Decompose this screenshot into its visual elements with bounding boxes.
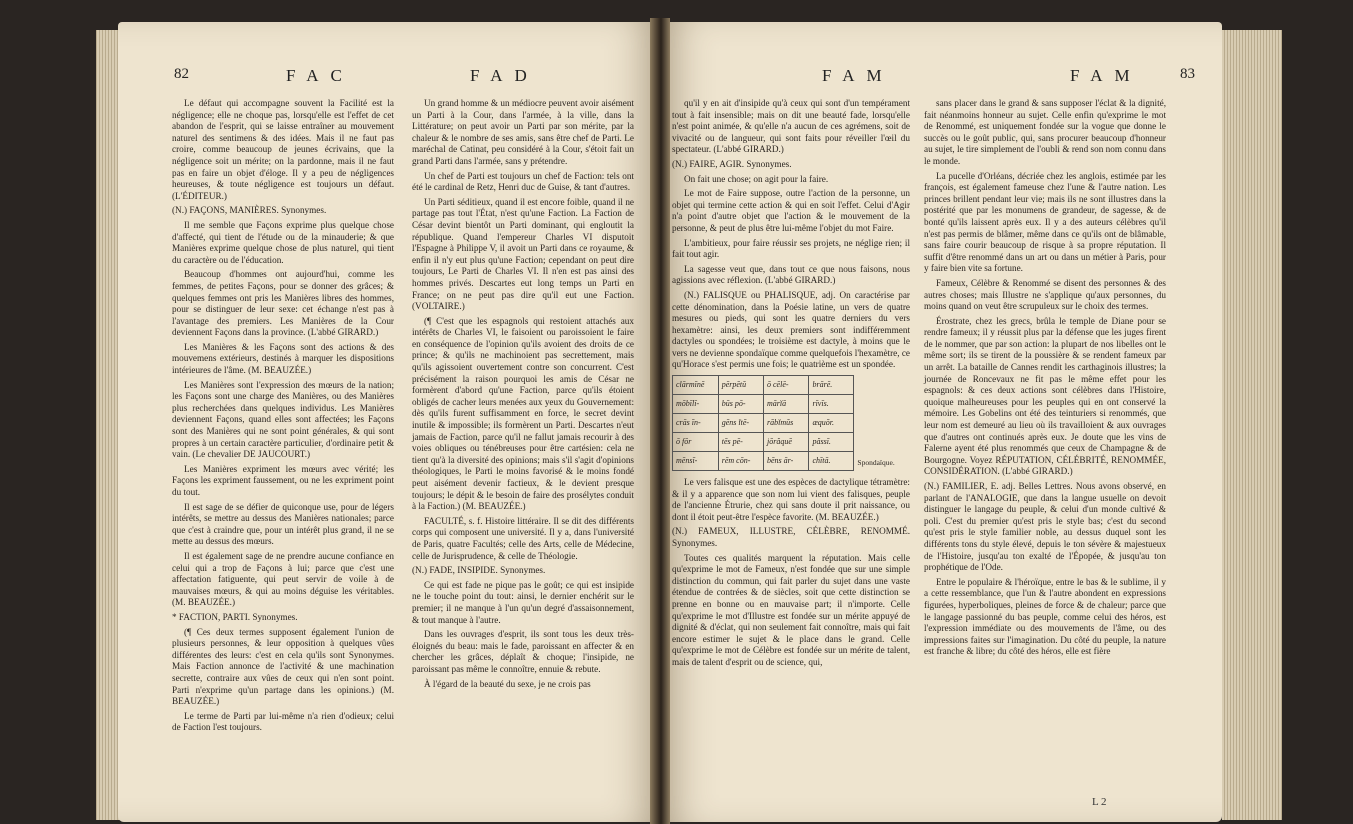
left-column-1 — [172, 98, 394, 737]
meter-row — [673, 433, 910, 452]
meter-cell: chītā. — [809, 452, 854, 471]
meter-cell: rēm cōn- — [718, 452, 763, 471]
paragraph: Toutes ces qualités marquent la réputation. Mais celle qu'exprime le mot de Fameux, n'est fondée que sur une simple distinction du commun, qui fait parler du sujet dans une vaste étendue de contrées & de siècles, soit que cette distinction se prenne en bonne ou en mauvaise part; il n'importe. Celle qu'exprime le mot d'Illustre est fondée sur un mérite appuyé de dignité & d'éclat, qui non seulement fait connoître, mais qui fait encore estimer le sujet & le place dans le grand. Celle qu'exprime le mot de Célèbre est fondée sur un mérite de talent, mais de talent d'esprit ou de science, qui, — [672, 552, 910, 667]
meter-label-spacer — [854, 395, 910, 414]
right-page — [662, 22, 1222, 822]
paragraph: Il est également sage de ne prendre aucune confiance en celui qui a trop de Façons à lui; parce que c'est une affectation fatiguente, qui peut servir de voile à de mauvaises mœurs, & qui au moins déguise les véritables. (M. BEAUZÉE.) — [172, 550, 394, 608]
paragraph: Le défaut qui accompagne souvent la Facilité est la négligence; elle ne choque pas, lorsqu'elle est l'effet de cet abandon de l'esprit, qui se laisse entraîner au mouvement naturel des sentimens & des idées. Mais il ne faut pas croire, comme beaucoup de jeunes écrivains, que la négligence soit un mérite; on la pardonne, mais il ne faut pas en faire un objet d'éloge. Il y a peu de négligences heureuses, & toute négligence est toujours un défaut. (L'ÉDITEUR.) — [172, 98, 394, 201]
paragraph: Un chef de Parti est toujours un chef de Faction: tels ont été le cardinal de Retz, Henri duc de Guise, & tant d'autres. — [412, 170, 634, 193]
right-column-1 — [672, 98, 910, 672]
paragraph: On fait une chose; on agit pour la faire. — [684, 173, 829, 184]
meter-cell: jōrăquē — [764, 433, 809, 452]
meter-cell: ō cēlē- — [764, 376, 809, 395]
right-column-2 — [924, 98, 1166, 661]
meter-cell: mōbīlī- — [673, 395, 719, 414]
paragraph: (N.) FAMILIER, E. adj. Belles Lettres. Nous avons observé, en parlant de l'ANALOGIE, que dans la langue usuelle on devoit distinguer le langage du peuple, & celui d'un monde cultivé & poli. C'est du premier qu'est pris le style bas; c'est du second qu'est pris le style familier noble, au dessus duquel sont les différents tons du style élevé, depuis le ton sévère & majestueux de l'Histoire, jusqu'au ton exalté de l'Épopée, & jusqu'au ton prophétique de l'Ode. — [924, 481, 1166, 573]
meter-table — [672, 375, 910, 471]
paragraph: Les Manières & les Façons sont des actions & des mouvemens extérieurs, destinés à marquer les dispositions intérieures de l'âme. (M. BEAUZÉE.) — [172, 341, 394, 376]
meter-row — [673, 395, 910, 414]
meter-cell: păssī. — [809, 433, 854, 452]
paragraph: FACULTÉ, s. f. Histoire littéraire. Il se dit des différents corps qui composent une université. Il y a, dans l'université de Paris, quatre Facultés; celle des Arts, celle de Médecine, celle de Jurisprudence, & celle de Théologie. — [412, 515, 634, 561]
meter-cell: bēns ār- — [764, 452, 809, 471]
meter-cell: ō fōr — [673, 433, 719, 452]
right-page-number: 83 — [1180, 66, 1195, 82]
paragraph: La pucelle d'Orléans, décriée chez les anglois, estimée par les françois, est également fameuse chez l'une & l'autre nation. Les princes brillent pendant leur vie; mais ils ne sont illustres dans la postérité que par les monumens de grandeur, de sagesse, & de bonté qu'ils laissent après eux. Il y a des auteurs célèbres qu'il n'est pas permis de blâmer, même dans ce qu'ils ont de blâmable, sans faire courir beaucoup de risque à sa propre réputation. Il suffit d'être renommé dans un art ou dans un métier à Paris, pour y faire bien vite sa fortune. — [924, 170, 1166, 274]
paragraph: Le terme de Parti par lui-même n'a rien d'odieux; celui de Faction l'est toujours. — [172, 710, 394, 733]
signature-mark: L 2 — [1092, 796, 1107, 808]
meter-cell: tēs pē- — [718, 433, 763, 452]
paragraph: Il me semble que Façons exprime plus quelque chose d'affecté, qui tient de l'étude ou de la minauderie; & que Manières exprime quelque chose de plus naturel, qui tient du caractère ou de l'éducation. — [172, 219, 394, 265]
paragraph: Le vers falisque est une des espèces de dactylique tétramètre: & il y a apparence que son nom lui vient des falisques, peuple de l'ancienne Étrurie, chez qui sans doute il prit naissance, ou dont il étoit peut-être l'espèce favorite. (M. BEAUZÉE.) — [672, 477, 910, 522]
paragraph: (N.) FALISQUE ou PHALISQUE, adj. On caractérise par cette dénomination, dans la Poésie latine, un vers de quatre mesures ou pieds, qui sont les quatre derniers du vers hexamètre: ainsi, les deux premiers sont indifféremment dactyles ou spondées; le troisième est dactyle, à moins que le vers ne devienne spondaïque comme quelquefois l'hexamètre, ce qu'Horace s'est permis une fois; le quatrième est un spondée. — [672, 289, 910, 370]
meter-cell: rābĭmŭs — [764, 414, 809, 433]
meter-cell: crās īn- — [673, 414, 719, 433]
entry-heading: (N.) FADE, INSIPIDE. Synonymes. — [412, 565, 546, 576]
entry-heading: (N.) FAÇONS, MANIÈRES. Synonymes. — [172, 205, 327, 216]
entry-heading: * FACTION, PARTI. Synonymes. — [172, 611, 298, 622]
paragraph: Un grand homme & un médiocre peuvent avoir aisément un Parti à la Cour, dans l'armée, à la ville, dans la Littérature; on peut avoir un Parti par son mérite, par la chaleur & le nombre de ses amis, sans être chef de Parti. Le maréchal de Catinat, peu considéré à la Cour, s'étoit fait un grand Parti dans l'armée, sans y prétendre. — [412, 98, 634, 166]
meter-cell: rīvīs. — [809, 395, 854, 414]
paragraph: L'ambitieux, pour faire réussir ses projets, ne néglige rien; il fait tout agir. — [672, 237, 910, 260]
paragraph: Un Parti séditieux, quand il est encore foible, quand il ne partage pas tout l'État, n'est qu'une Faction. La Faction de César devint bientôt un Parti dominant, qui engloutit la république. Quand l'empereur Charles VI disputoit l'Espagne à Philippe V, il avoit un Parti dans ce royaume, & enfin il n'y eut plus qu'une Faction; cependant on peut dire toujours, Le Parti de Charles VI. Il n'en est pas ainsi des hommes privés. Descartes eut long temps un Parti en France; on ne peut pas dire qu'il eut une Faction. (VOLTAIRE.) — [412, 196, 634, 312]
meter-label-spacer — [854, 433, 910, 452]
right-header-right: FAM — [1070, 66, 1142, 85]
paragraph: sans placer dans le grand & sans supposer l'éclat & la dignité, fait néanmoins honneur au sujet. Celle enfin qu'exprime le mot de Renommé, est uniquement fondée sur la vogue que donne le succès ou le goût public, qui, sans procurer beaucoup d'honneur au sujet, le tire simplement de l'oubli & rend son nom connu dans le monde. — [924, 98, 1166, 166]
page-edges-left — [96, 30, 120, 820]
paragraph: Érostrate, chez les grecs, brûla le temple de Diane pour se rendre fameux; il y réussit plus par la défense que les juges firent de le nommer, que par son action: la plupart de nos libelles ont le même sort; ils se tirent de la poussière & se rendent fameux par un arrêt. La bataille de Cannes rendit les carthaginois illustres; la journée de Roncevaux ne fit pas le même effet pour les espagnols: & ces deux actions sont célèbres dans l'Histoire, quoique malheureuses pour les peuples qui en ont conservé la mémoire. Les Gobelins ont été des teinturiers si renommés, que leur nom est demeuré au lieu où ils travailloient & aux ouvrages que d'autres ont continués après eux. Je doute que les vins de Falerne ayent été plus renommés que ceux de Champagne & de Bourgogne. Voyez RÉPUTATION, CÉLÉBRITÉ, RENOMMÉE, CONSIDÉRATION. (L'abbé GIRARD.) — [924, 315, 1166, 477]
paragraph: (¶ Ces deux termes supposent également l'union de plusieurs personnes, & leur opposition à quelques vûes différentes des leurs: c'est en cela qu'ils sont Synonymes. Mais Faction annonce de l'activité & une machination secrette, contraire aux vûes de ceux qui n'en sont point. Parti n'exprime qu'un partage dans les opinions.) (M. BEAUZÉE.) — [172, 626, 394, 707]
left-page — [118, 22, 658, 822]
left-column-2 — [412, 98, 634, 693]
paragraph: (¶ C'est que les espagnols qui restoient attachés aux intérêts de Charles VI, le faisoient ou paroissoient le faire en conséquence de l'opinion qu'ils avoient des droits de ce prince; & qu'ils ne machinoient pas secrettement, mais qu'ils agissoient ouvertement contre son concurrent. C'est précisément la raison pourquoi les amis de César ne formèrent d'abord qu'une Faction, parce qu'ils étoient obligés de cacher leurs menées aux yeux du Gouvernement: dès qu'ils furent suffisamment en force, le secret devint inutile & impossible; ils formèrent un Parti. Descartes n'eut jamais de Faction, parce qu'il ne fallut jamais recourir à des voies obliques ou ténébreuses pour être cartésien: cela ne tient qu'à la diversité des opinions; mais s'il s'agit d'opinions théologiques, le Parti le moins favorisé & le moins fondé peut aisément devenir factieux, & le devient presque toujours; le dépit & le besoin de faire des prosélytes conduit à la Faction.) (M. BEAUZÉE.) — [412, 315, 634, 512]
meter-cell: mārĭā — [764, 395, 809, 414]
paragraph: Fameux, Célèbre & Renommé se disent des personnes & des autres choses; mais Illustre ne s'applique qu'aux personnes, du moins quand on veut être scrupuleux sur le choix des termes. — [924, 277, 1166, 312]
meter-cell: pērpētŭ — [718, 376, 763, 395]
paragraph: Dans les ouvrages d'esprit, ils sont tous les deux très-éloignés du beau: mais le fade, paroissant en affecter & en chercher les grâces, déplaît & choque; l'insipide, ne paroissant pas même le connoître, ennuie & rebute. — [412, 629, 634, 674]
paragraph: Les Manières sont l'expression des mœurs de la nation; les Façons sont une charge des Manières, ou des Manières plus recherchées dans quelques individus. Les Manières deviennent Façons, quand elles sont affectées; les Façons sont des Manières qui ne sont point générales, & qui sont propres à un certain caractère particulier, d'ordinaire petit & vain. (Le chevalier DE JAUCOURT.) — [172, 379, 394, 460]
meter-row — [673, 376, 910, 395]
meter-cell: brārē. — [809, 376, 854, 395]
entry-heading: (N.) FAMEUX, ILLUSTRE, CÉLÈBRE, RENOMMÉ. Synonymes. — [672, 526, 910, 549]
right-header-left: FAM — [822, 66, 894, 85]
meter-row — [673, 452, 910, 471]
paragraph: Ce qui est fade ne pique pas le goût; ce qui est insipide ne le touche point du tout: ainsi, le dernier enchérit sur le premier; il ne manque à l'un qu'un degré d'assaisonnement, & tout manque à l'autre. — [412, 579, 634, 625]
meter-cell: clārmīnē — [673, 376, 719, 395]
page-edges-right — [1222, 30, 1282, 820]
meter-cell: æquŏr. — [809, 414, 854, 433]
meter-row — [673, 414, 910, 433]
book-gutter — [650, 18, 670, 824]
left-page-number: 82 — [174, 66, 189, 82]
meter-cell: gēns ĭtē- — [718, 414, 763, 433]
paragraph: Il est sage de se défier de quiconque use, pour de légers intérêts, se mettre au dessus des Manières nationales; parce que c'est à craindre que, pour un intérêt plus grand, il ne se mette au dessus des mœurs. — [172, 501, 394, 547]
meter-label: Spondaïque. — [857, 457, 895, 467]
meter-label-spacer — [854, 376, 910, 395]
meter-cell: būs pō- — [718, 395, 763, 414]
paragraph: Entre le populaire & l'héroïque, entre le bas & le sublime, il y a cette ressemblance, que l'un & l'autre abondent en expressions figurées, hyperboliques, pleines de force & de chaleur; parce que le langage passionné du bas peuple, comme celui des héros, est l'expression immédiate ou des mouvements de l'âme, ou des impressions faites sur l'imagination. Du côté du peuple, la nature est franche & libre; du côté des héros, elle est fière — [924, 576, 1166, 657]
entry-heading: (N.) FAIRE, AGIR. Synonymes. — [672, 158, 792, 169]
meter-cell: mēnsī- — [673, 452, 719, 471]
paragraph: Le mot de Faire suppose, outre l'action de la personne, un objet qui termine cette action & qui en soit l'effet. Celui d'Agir n'a point d'autre objet que l'action & le mouvement de la personne, & peut de plus être lui-même l'objet du mot Faire. — [672, 188, 910, 233]
paragraph: À l'égard de la beauté du sexe, je ne crois pas — [424, 678, 591, 689]
paragraph: qu'il y en ait d'insipide qu'à ceux qui sont d'un tempérament tout à fait insensible; mais on dit une beauté fade, lorsqu'elle n'est point animée, & qu'elle n'a aucun de ces agrémens, soit de vivacité ou de langueur, qui sont faits pour réveiller l'œil du spectateur. (L'abbé GIRARD.) — [672, 98, 910, 155]
paragraph: La sagesse veut que, dans tout ce que nous faisons, nous agissions avec réflexion. (L'abbé GIRARD.) — [672, 263, 910, 286]
paragraph: Beaucoup d'hommes ont aujourd'hui, comme les femmes, de petites Façons, pour se donner des grâces; & quelques femmes ont pris les Manières libres des hommes, pour se distinguer de leur sexe: cet échange n'est pas à l'avantage des premiers. Les Manières de la Cour deviennent Façons dans la province. (L'abbé GIRARD.) — [172, 269, 394, 338]
left-header-left: FAC — [286, 66, 354, 85]
meter-label-spacer — [854, 414, 910, 433]
paragraph: Les Manières expriment les mœurs avec vérité; les Façons les expriment faussement, ou ne les expriment point du tout. — [172, 463, 394, 497]
left-header-right: FAD — [470, 66, 539, 85]
